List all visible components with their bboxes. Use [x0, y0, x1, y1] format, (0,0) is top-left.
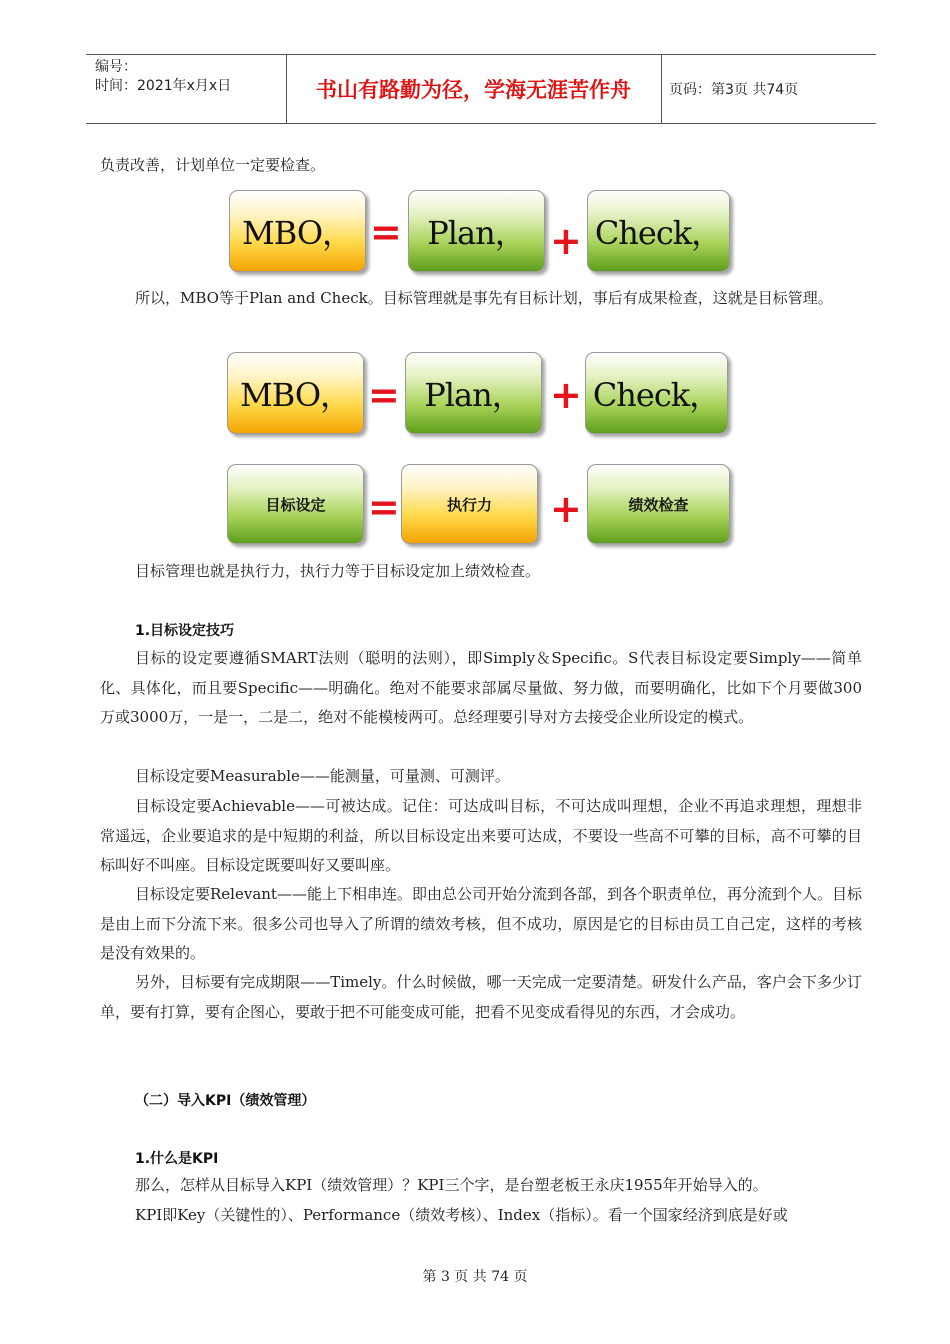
- plan-label: Plan，: [427, 214, 526, 252]
- document-number-label: 编号：: [95, 59, 137, 75]
- plan-box: [408, 190, 545, 272]
- mbo-box: [227, 352, 364, 434]
- header-meta: [95, 58, 231, 96]
- performance-check-label: 绩效检查: [628, 495, 689, 514]
- paragraph-9: 那么，怎样从目标导入KPI（绩效管理）？KPI三个字，是台塑老板王永庆1955年开始导入的。: [135, 1176, 768, 1194]
- paragraph-5: 目标设定要Measurable——能测量，可量测、可测评。: [135, 767, 510, 785]
- mbo-label: MBO，: [241, 214, 354, 252]
- paragraph-3: 目标管理也就是执行力，执行力等于目标设定加上绩效检查。: [135, 562, 541, 580]
- heading-goal-setting-skills: 1.目标设定技巧: [135, 623, 235, 639]
- page-header: [86, 54, 876, 124]
- paragraph-1: 负责改善，计划单位一定要检查。: [100, 156, 326, 174]
- page-footer: [0, 1266, 950, 1286]
- check-box: [585, 352, 728, 434]
- mbo-box: [229, 190, 366, 272]
- header-motto: 书山有路勤为径，学海无涯苦作舟: [316, 78, 631, 102]
- footer-page-number: 第 3 页 共 74 页: [422, 1269, 528, 1285]
- document-time-label: 时间：2021年x月x日: [95, 78, 232, 94]
- equals-sign: =: [368, 485, 400, 529]
- check-box: [587, 190, 730, 272]
- equals-sign: =: [370, 210, 402, 254]
- plus-sign: +: [550, 373, 582, 417]
- plus-sign: +: [550, 487, 582, 531]
- execution-label: 执行力: [446, 495, 492, 514]
- goal-setting-label: 目标设定: [265, 495, 326, 514]
- paragraph-4: 目标的设定要遵循SMART法则（聪明的法则），即Simply＆Specific。S代表目标设定要Simply——简单化、具体化，而且要Specific——明确化。绝对不能要求部属尽量做、努力做，而要明确化，比如下个月要做300万或3000万，一是一，二是二，绝对不能模棱两可。总经理要引导对方去接受企业所设定的模式。: [100, 649, 862, 726]
- performance-check-box: [587, 464, 730, 544]
- execution-box: [401, 464, 538, 544]
- header-divider-right: [661, 55, 662, 123]
- heading-what-is-kpi: 1.什么是KPI: [135, 1151, 219, 1167]
- paragraph-8: 另外，目标要有完成期限——Timely。什么时候做，哪一天完成一定要清楚。研发什么产品，客户会下多少订单，要有打算，要有企图心，要敢于把不可能变成可能，把看不见变成看得见的东西，才会成功。: [100, 973, 862, 1021]
- paragraph-2: 所以，MBO等于Plan and Check。目标管理就是事先有目标计划，事后有成果检查，这就是目标管理。: [135, 289, 833, 307]
- header-page-info: 页码：第3页 共74页: [669, 82, 799, 98]
- heading-introduce-kpi: （二）导入KPI（绩效管理）: [135, 1093, 316, 1109]
- paragraph-10: KPI即Key（关键性的）、Performance（绩效考核）、Index（指标）。看一个国家经济到底是好或: [135, 1206, 788, 1224]
- mbo-label: MBO，: [239, 376, 352, 414]
- equals-sign: =: [368, 373, 400, 417]
- check-label: Check，: [594, 214, 723, 252]
- plan-box: [405, 352, 542, 434]
- paragraph-7: 目标设定要Relevant——能上下相串连。即由总公司开始分流到各部，到各个职责单位，再分流到个人。目标是由上而下分流下来。很多公司也导入了所谓的绩效考核，但不成功，原因是它的目标由员工自己定，这样的考核是没有效果的。: [100, 885, 862, 962]
- check-label: Check，: [592, 376, 721, 414]
- paragraph-6: 目标设定要Achievable——可被达成。记住：可达成叫目标，不可达成叫理想，企业不再追求理想，理想非常遥远，企业要追求的是中短期的利益，所以目标设定出来要可达成，不要设一些高不可攀的目标，高不可攀的目标叫好不叫座。目标设定既要叫好又要叫座。: [100, 797, 862, 874]
- plus-sign: +: [550, 219, 582, 263]
- plan-label: Plan，: [424, 376, 523, 414]
- goal-setting-box: [227, 464, 364, 544]
